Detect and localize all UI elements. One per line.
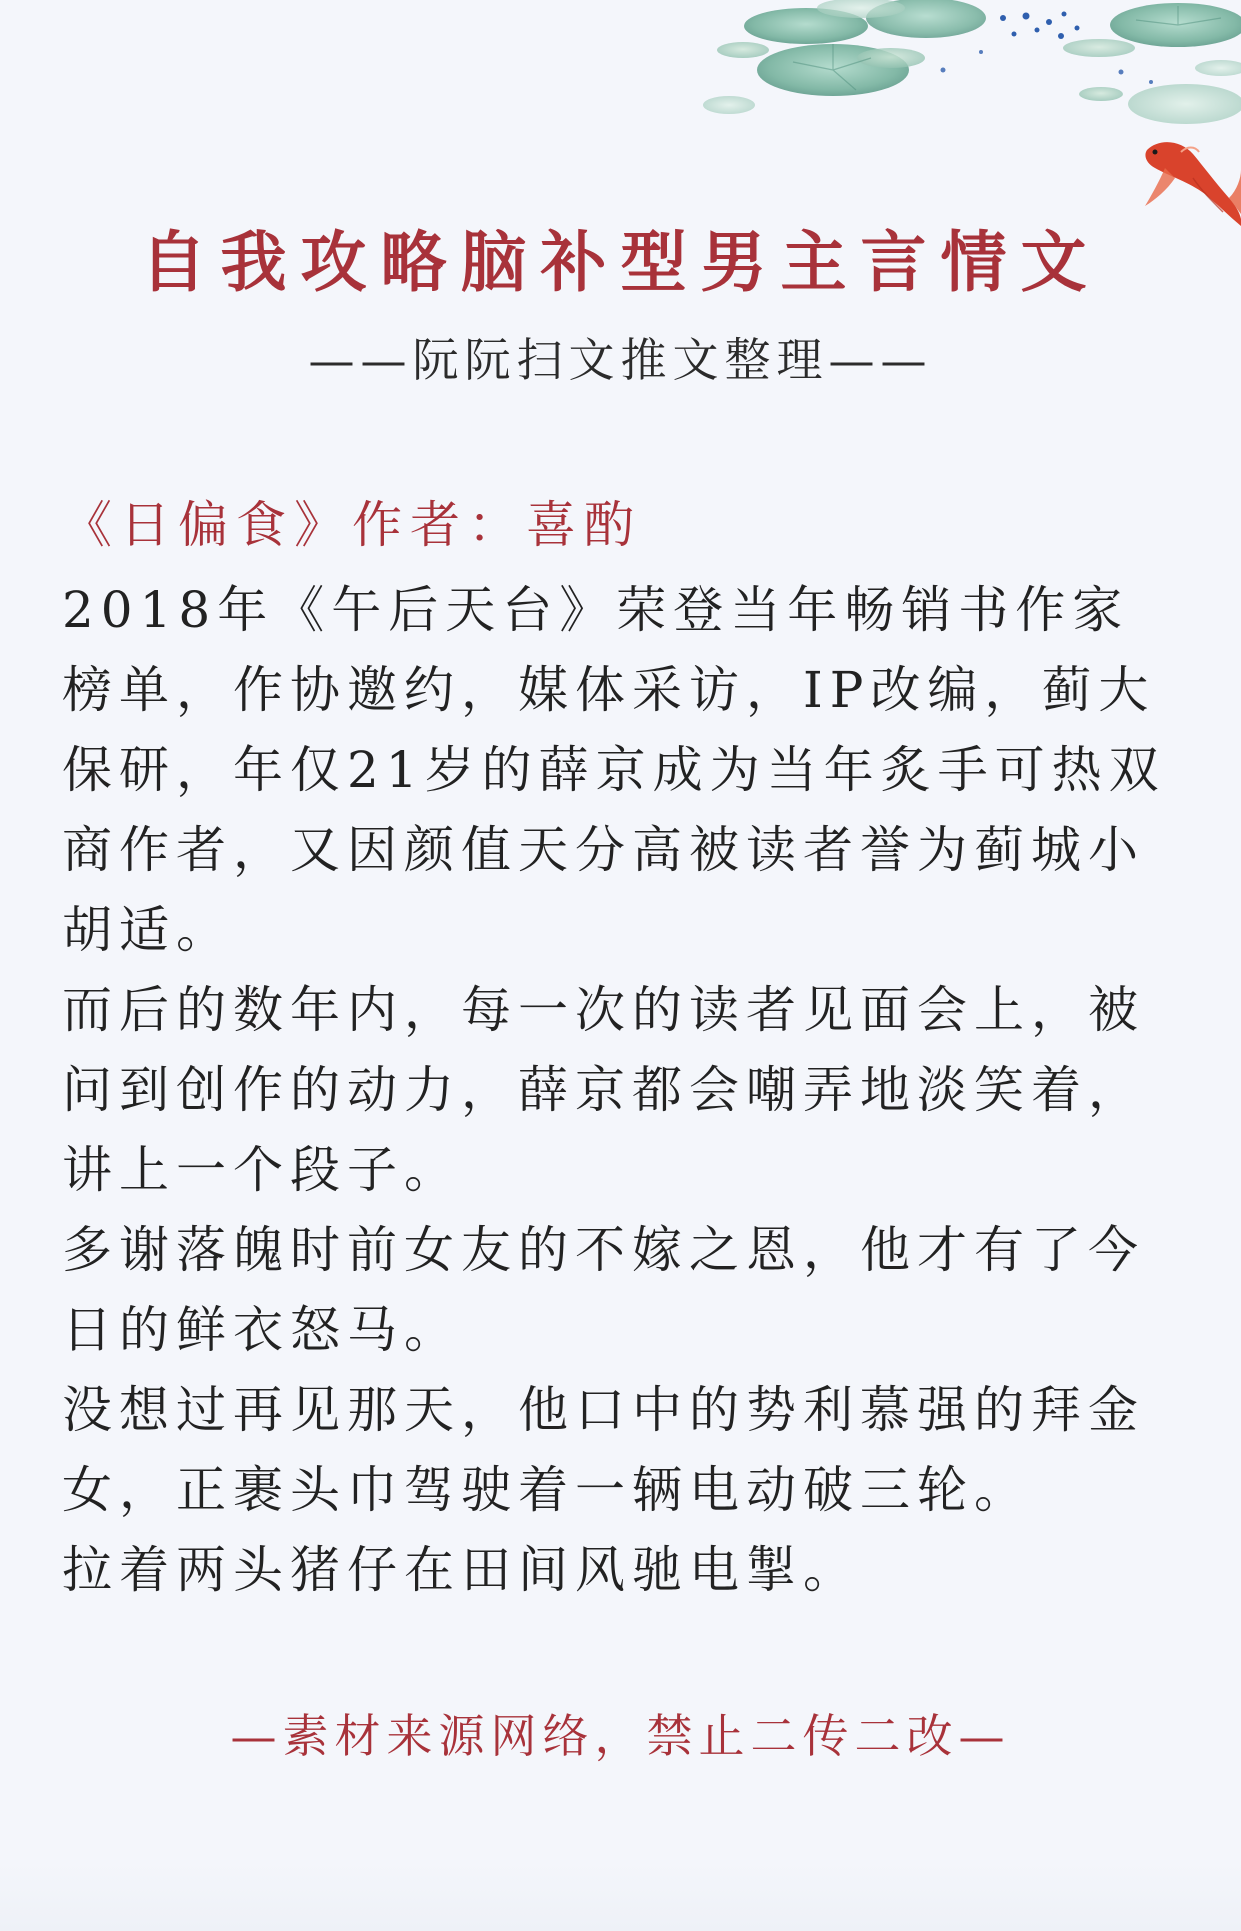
page-title: 自我攻略脑补型男主言情文 bbox=[140, 223, 1101, 301]
synopsis-paragraph: 没想过再见那天，他口中的势利慕强的拜金女，正裹头巾驾驶着一辆电动破三轮。 bbox=[62, 1381, 1145, 1519]
koi-fish-icon bbox=[1145, 142, 1241, 226]
synopsis-paragraph: 2018年《午后天台》荣登当年畅销书作家榜单，作协邀约，媒体采访，IP改编，蓟大保研，年仅21岁的薛京成为当年炙手可热双商作者，又因颜值天分高被读者誉为蓟城小胡适。 bbox=[62, 581, 1166, 959]
book-synopsis bbox=[62, 570, 1182, 1610]
synopsis-paragraph: 拉着两头猪仔在田间风驰电掣。 bbox=[62, 1541, 860, 1599]
book-title-author: 《日偏食》作者：喜酌 bbox=[62, 496, 642, 554]
subtitle: ——阮阮扫文推文整理—— bbox=[308, 333, 933, 387]
source-disclaimer: —素材来源网络，禁止二传二改— bbox=[230, 1709, 1011, 1763]
bottom-fade bbox=[0, 1861, 1241, 1931]
synopsis-paragraph: 而后的数年内，每一次的读者见面会上，被问到创作的动力，薛京都会嘲弄地淡笑着，讲上一个段子。 bbox=[62, 981, 1145, 1199]
lotus-leaf-icon bbox=[703, 0, 1241, 124]
synopsis-paragraph: 多谢落魄时前女友的不嫁之恩，他才有了今日的鲜衣怒马。 bbox=[62, 1221, 1145, 1359]
